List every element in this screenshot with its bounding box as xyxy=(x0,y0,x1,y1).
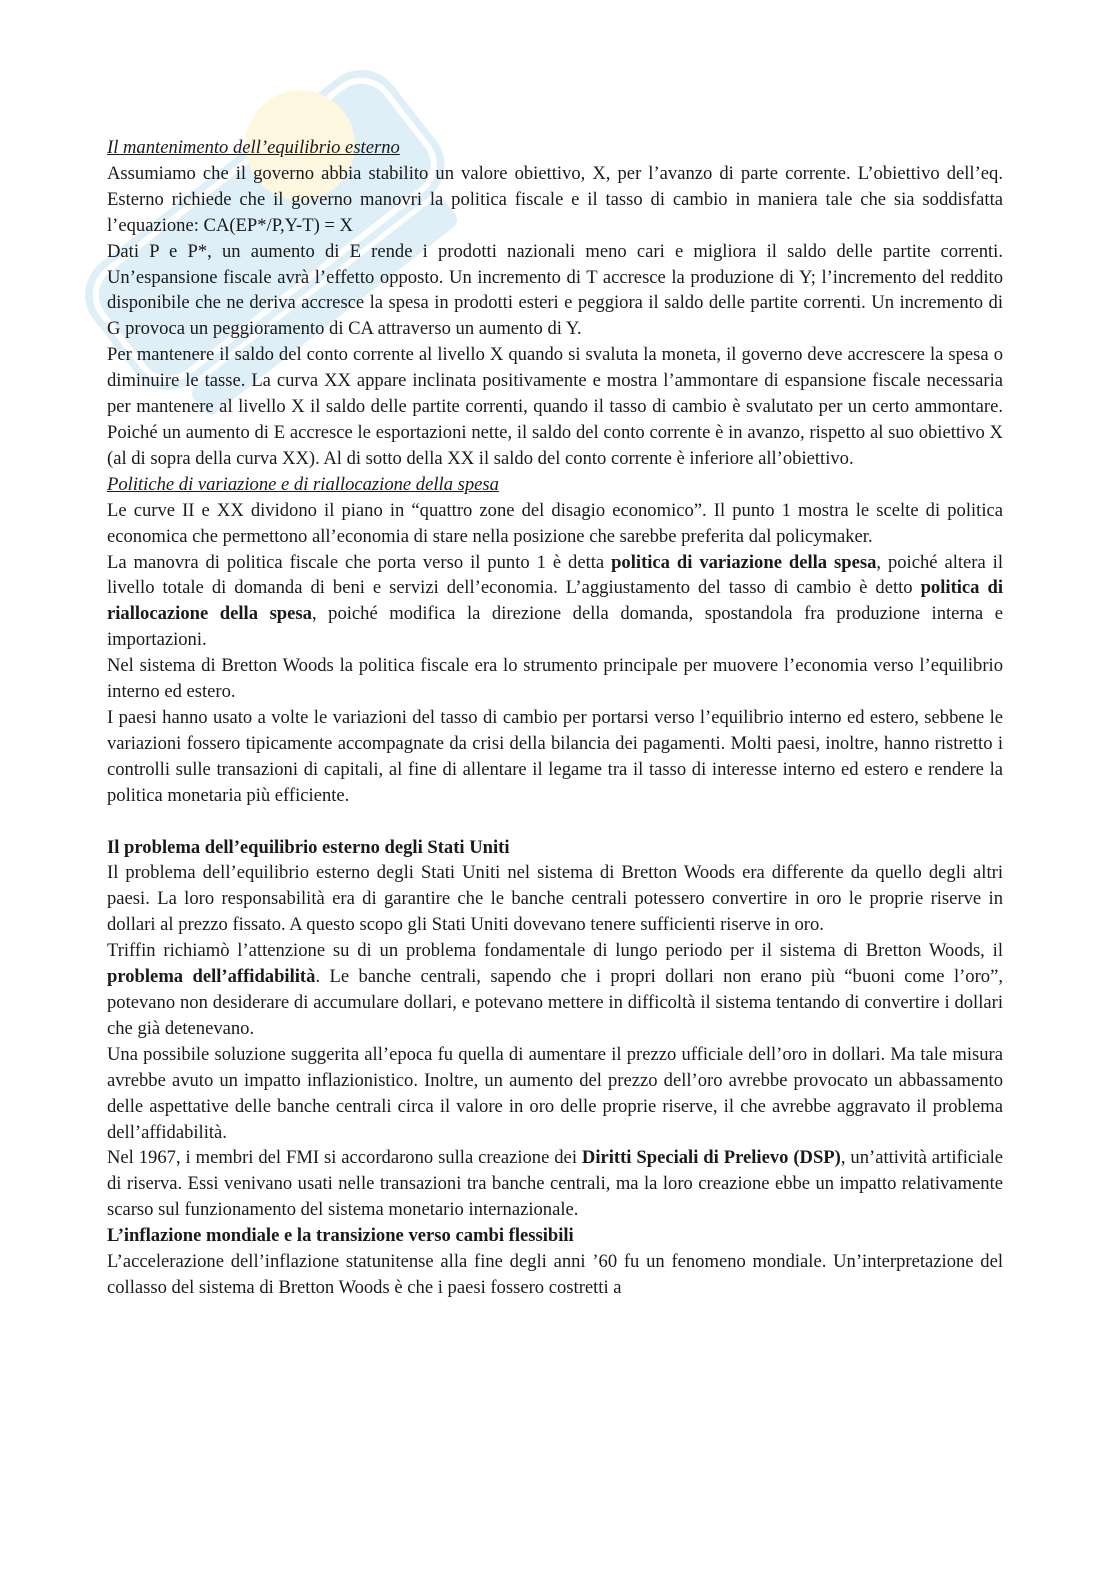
section-heading-stati-uniti: Il problema dell’equilibrio esterno degli Stati Uniti xyxy=(107,836,510,858)
key-term: politica di riallocazione della spesa xyxy=(107,577,1003,625)
paragraph: L’accelerazione dell’inflazione statunitense alla fine degli anni ’60 fu un fenomeno mondiale. Un’interpretazione del collasso del sistema di Bretton Woods è che i paesi fossero costretti a xyxy=(107,1251,1003,1298)
paragraph-text: Nel 1967, i membri del FMI si accordarono sulla creazione dei xyxy=(107,1147,582,1169)
key-term: Diritti Speciali di Prelievo (DSP) xyxy=(581,1147,841,1169)
paragraph: I paesi hanno usato a volte le variazioni del tasso di cambio per portarsi verso l’equilibrio interno ed estero, sebbene le variazioni fossero tipicamente accompagnate da crisi della bilancia dei pagamenti. Molti paesi, inoltre, hanno ristretto i controlli sulle transazioni di capitali, al fine di allentare il legame tra il tasso di interesse interno ed estero e rendere la politica monetaria più efficiente. xyxy=(107,706,1003,806)
paragraph-text: , poiché altera il livello totale di domanda di beni e servizi dell’economia. L’aggiustamento del tasso di cambio è detto xyxy=(107,551,1003,599)
paragraph xyxy=(107,1145,1003,1223)
paragraph: Per mantenere il saldo del conto corrente al livello X quando si svaluta la moneta, il governo deve accrescere la spesa o diminuire le tasse. La curva XX appare inclinata positivamente e mostra l’ammontare di espansione fiscale necessaria per mantenere al livello X il saldo delle partite correnti, quando il tasso di cambio è svalutato per un certo ammontare. Poiché un aumento di E accresce le esportazioni nette, il saldo del conto corrente è in avanzo, rispetto al suo obiettivo X (al di sopra della curva XX). Al di sotto della XX il saldo del conto corrente è inferiore all’obiettivo. xyxy=(107,344,1003,469)
paragraph: Nel sistema di Bretton Woods la politica fiscale era lo strumento principale per muovere l’economia verso l’equilibrio interno ed estero. xyxy=(107,655,1003,703)
paragraph: Assumiamo che il governo abbia stabilito un valore obiettivo, X, per l’avanzo di parte corrente. L’obiettivo dell’eq. Esterno richiede che il governo manovri la politica fiscale e il tasso di cambio in maniera tale che sia soddisfatta l’equazione: CA(EP*/P,Y-T) = X xyxy=(107,162,1003,236)
paragraph-text: La manovra di politica fiscale che porta verso il punto 1 è detta xyxy=(107,551,612,573)
paragraph xyxy=(107,550,1003,654)
paragraph-text: , un’attività artificiale di riserva. Essi venivano usati nelle transazioni tra banche centrali, ma la loro creazione ebbe un impatto relativamente scarso sul funzionamento del sistema monetario internazionale. xyxy=(107,1147,1003,1221)
paragraph xyxy=(107,938,1003,1042)
paragraph: Una possibile soluzione suggerita all’epoca fu quella di aumentare il prezzo ufficiale dell’oro in dollari. Ma tale misura avrebbe avuto un impatto inflazionistico. Inoltre, un aumento del prezzo dell’oro avrebbe provocato un abbassamento delle aspettative delle banche centrali circa il valore in oro delle proprie riserve, il che avrebbe aggravato il problema dell’affidabilità. xyxy=(107,1043,1003,1143)
paragraph-text: , poiché modifica la direzione della domanda, spostandola fra produzione interna e importazioni. xyxy=(107,603,1003,651)
key-term: politica di variazione della spesa xyxy=(611,551,877,573)
section-heading-inflazione-mondiale: L’inflazione mondiale e la transizione verso cambi flessibili xyxy=(107,1225,574,1247)
document-body xyxy=(107,135,1003,1301)
paragraph-text: . Le banche centrali, sapendo che i propri dollari non erano più “buoni come l’oro”, potevano non desiderare di accumulare dollari, e potevano mettere in difficoltà il sistema tentando di convertire i dollari che già detenevano. xyxy=(107,966,1003,1039)
paragraph: Il problema dell’equilibrio esterno degli Stati Uniti nel sistema di Bretton Woods era differente da quello degli altri paesi. La loro responsabilità era di garantire che le banche centrali potessero convertire in oro le proprie riserve in dollari al prezzo fissato. A questo scopo gli Stati Uniti dovevano tenere sufficienti riserve in oro. xyxy=(107,862,1003,936)
paragraph: Dati P e P*, un aumento di E rende i prodotti nazionali meno cari e migliora il saldo delle partite correnti. Un’espansione fiscale avrà l’effetto opposto. Un incremento di T accresce la produzione di Y; l’incremento del reddito disponibile che ne deriva accresce la spesa in prodotti esteri e peggiora il saldo delle partite correnti. Un incremento di G provoca un peggioramento di CA attraverso un aumento di Y. xyxy=(107,240,1003,340)
section-heading-equilibrio-esterno: Il mantenimento dell’equilibrio esterno xyxy=(107,137,400,158)
paragraph: Le curve II e XX dividono il piano in “quattro zone del disagio economico”. Il punto 1 mostra le scelte di politica economica che permettono all’economia di stare nella posizione che sarebbe preferita dal policymaker. xyxy=(107,499,1003,547)
blank-line xyxy=(107,809,1003,835)
section-heading-politiche-spesa: Politiche di variazione e di riallocazione della spesa xyxy=(107,473,499,495)
paragraph-text: Triffin richiamò l’attenzione su di un problema fondamentale di lungo periodo per il sistema di Bretton Woods, il xyxy=(107,940,1003,962)
key-term: problema dell’affidabilità xyxy=(107,966,316,988)
